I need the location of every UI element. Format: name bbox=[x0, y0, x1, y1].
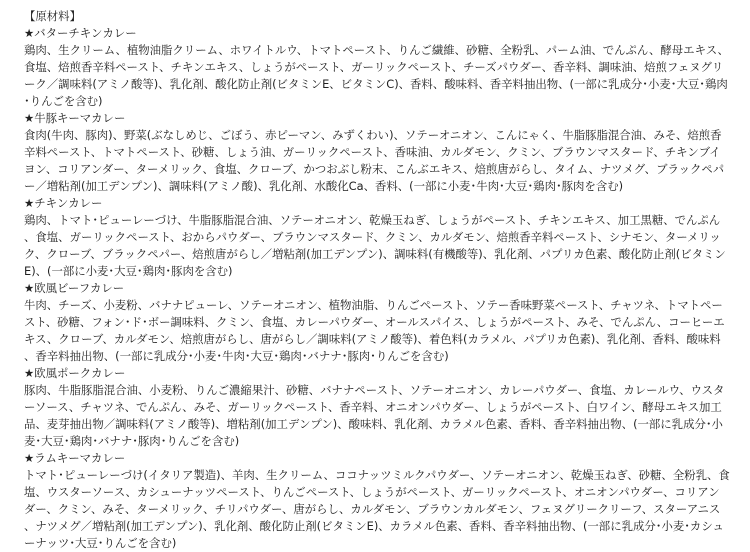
ingredient-list: トマト･ピューレーづけ(イタリア製造)、羊肉、生クリーム、ココナッツミルクパウダー、ソテーオニオン、乾燥玉ねぎ、砂糖、全粉乳、食塩、ウスターソース、カシューナッツペースト、りんごペースト、しょうがペースト、ガーリックペースト、オニオンパウダー、コリアンダー、クミン、みそ、ターメリック、チリパウダー、唐がらし、カルダモン、ブラウンカルダモン、フェヌグリークリーフ、スターアニス、ナツメグ／増粘剤(加工デンプン)、乳化剤、酸化防止剤(ビタミンE)、カラメル色素、香料、香辛料抽出物、(一部に乳成分･小麦･カシューナッツ･大豆･りんごを含む) bbox=[24, 468, 730, 550]
ingredient-list: 鶏肉、トマト･ピューレーづけ、牛脂豚脂混合油、ソテーオニオン、乾燥玉ねぎ、しょうがペースト、チキンエキス、加工黒糖、でんぷん、食塩、ガーリックペースト、おからパウダー、ブラウンマスタード、クミン、カルダモン、焙煎香辛料ペースト、シナモン、ターメリック、クローブ、ブラックペパー、焙煎唐がらし／増粘剤(加工デンプン)、調味料(有機酸等)、乳化剤、パプリカ色素、酸化防止剤(ビタミンE)、(一部に小麦･大豆･鶏肉･豚肉を含む) bbox=[24, 213, 726, 278]
document-heading: 【原材料】 bbox=[24, 9, 81, 23]
ingredient-list: 食肉(牛肉、豚肉)、野菜(ぶなしめじ、ごぼう、赤ピーマン、みずくわい)、ソテーオニオン、こんにゃく、牛脂豚脂混合油、みそ、焙煎香辛料ペースト、トマトペースト、砂糖、しょう油、ガーリックペースト、香味油、カルダモン、クミン、ブラウンマスタード、チキンブイヨン、コリアンダー、ターメリック、食塩、クローブ、かつおぶし粉末、こんぶエキス、焙煎唐がらし、タイム、ナツメグ、ブラックペパー／増粘剤(加工デンプン)、調味料(アミノ酸)、乳化剤、水酸化Ca、香料、(一部に小麦･牛肉･大豆･鶏肉･豚肉を含む) bbox=[24, 128, 725, 193]
product-name: ★牛豚キーマカレー bbox=[24, 111, 126, 125]
product-name: ★欧風ポークカレー bbox=[24, 366, 126, 380]
ingredient-list: 鶏肉、生クリーム、植物油脂クリーム、ホワイトルウ、トマトペースト、りんご繊維、砂糖、全粉乳、パーム油、でんぷん、酵母エキス、食塩、焙煎香辛料ペースト、チキンエキス、しょうがペースト、ガーリックペースト、チーズパウダー、香辛料、調味油、焙煎フェヌグリーク／調味料(アミノ酸等)、乳化剤、酸化防止剤(ビタミンE、ビタミンC)、香料、酸味料、香辛料抽出物、(一部に乳成分･小麦･大豆･鶏肉･りんごを含む) bbox=[24, 43, 729, 108]
product-butter-chicken-curry bbox=[24, 25, 730, 110]
product-name: ★バターチキンカレー bbox=[24, 26, 137, 40]
product-lamb-keema-curry bbox=[24, 450, 730, 552]
ingredient-list: 牛肉、チーズ、小麦粉、バナナピューレ、ソテーオニオン、植物油脂、りんごペースト、ソテー香味野菜ペースト、チャツネ、トマトペースト、砂糖、フォン･ド･ボー調味料、クミン、食塩、カレーパウダー、オールスパイス、しょうがペースト、みそ、でんぷん、コーヒーエキス、クローブ、カルダモン、焙煎唐がらし、唐がらし／調味料(アミノ酸等)、着色料(カラメル、パプリカ色素)、乳化剤、香料、酸味料、香辛料抽出物、(一部に乳成分･小麦･牛肉･大豆･鶏肉･バナナ･豚肉･りんごを含む) bbox=[24, 298, 725, 363]
product-european-beef-curry bbox=[24, 280, 730, 365]
ingredients-document bbox=[24, 8, 730, 552]
product-name: ★チキンカレー bbox=[24, 196, 103, 210]
ingredient-list: 豚肉、牛脂豚脂混合油、小麦粉、りんご濃縮果汁、砂糖、バナナペースト、ソテーオニオン、カレーパウダー、食塩、カレールウ、ウスターソース、チャツネ、でんぷん、みそ、ガーリックペースト、香辛料、オニオンパウダー、しょうがペースト、白ワイン、酵母エキス加工品、麦芽抽出物／調味料(アミノ酸等)、増粘剤(加工デンプン)、酸味料、乳化剤、カラメル色素、香料、香辛料抽出物、(一部に乳成分･小麦･大豆･鶏肉･バナナ･豚肉･りんごを含む) bbox=[24, 383, 725, 448]
product-beef-pork-keema-curry bbox=[24, 110, 730, 195]
product-name: ★ラムキーマカレー bbox=[24, 451, 126, 465]
product-chicken-curry bbox=[24, 195, 730, 280]
product-european-pork-curry bbox=[24, 365, 730, 450]
product-name: ★欧風ビーフカレー bbox=[24, 281, 125, 295]
